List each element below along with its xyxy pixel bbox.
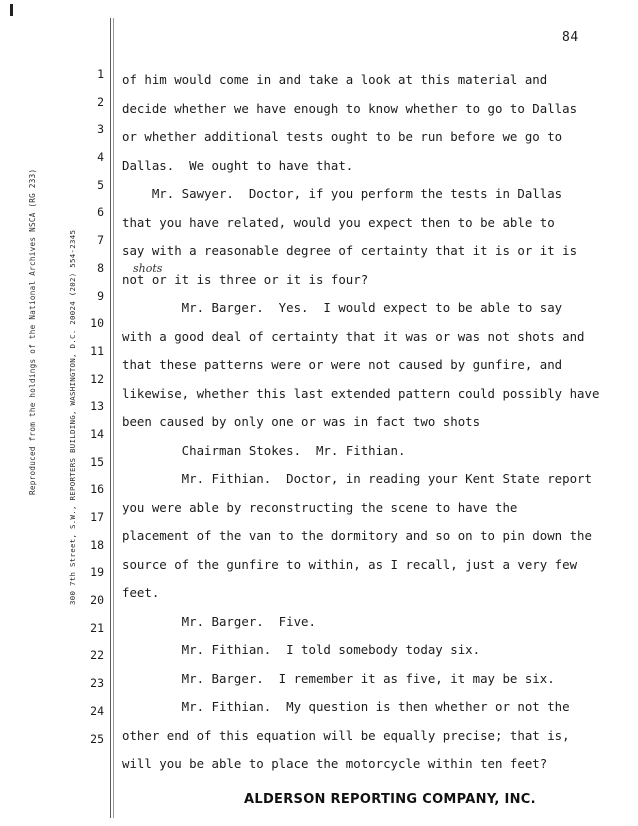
line-number: 25	[90, 731, 104, 746]
line-number: 8	[97, 260, 104, 275]
line-number: 23	[90, 676, 104, 691]
line-number: 2	[97, 94, 104, 109]
transcript-line: Chairman Stokes. Mr. Fithian.	[122, 442, 406, 458]
line-number: 18	[90, 537, 104, 552]
transcript-line: you were able by reconstructing the scene to have the	[122, 499, 518, 515]
transcript-line: feet.	[122, 585, 160, 600]
line-number: 12	[90, 371, 104, 386]
line-number: 24	[90, 703, 104, 718]
line-number: 14	[90, 426, 104, 441]
transcript-line: that you have related, would you expect then to be able to	[122, 214, 555, 230]
line-number: 20	[90, 593, 104, 608]
transcript-line: that these patterns were or were not caused by gunfire, and	[122, 357, 563, 372]
line-number: 1	[97, 67, 104, 81]
transcript-line: other end of this equation will be equally precise; that is,	[122, 727, 570, 743]
transcript-line: Mr. Fithian. I told somebody today six.	[122, 642, 481, 657]
page-number: 84	[562, 30, 579, 45]
line-number: 6	[97, 205, 104, 220]
transcript-line: Mr. Barger. I remember it as five, it may be six.	[122, 670, 555, 686]
transcript-line: likewise, whether this last extended pattern could possibly have	[122, 385, 600, 401]
reporter-address: 300 7th Street, S.W., REPORTERS BUILDING, WASHINGTON, D.C. 20024 (202) 554-2345	[68, 229, 77, 605]
line-number: 16	[90, 482, 104, 497]
line-number: 19	[90, 565, 104, 580]
transcript-line: decide whether we have enough to know whether to go to Dallas	[122, 100, 578, 116]
transcript-line: source of the gunfire to within, as I recall, just a very few	[122, 556, 578, 572]
transcript-line: been caused by only one or was in fact two shots	[122, 414, 481, 429]
handwritten-insert: shots	[133, 262, 163, 275]
transcript-line: Dallas. We ought to have that.	[122, 157, 354, 173]
transcript-line: Mr. Barger. Five.	[122, 613, 316, 629]
line-number: 3	[97, 122, 104, 137]
line-number: 4	[97, 150, 104, 165]
line-number: 13	[90, 399, 104, 414]
transcript-line: not or it is three or it is four?	[122, 271, 369, 287]
transcript-line: Mr. Sawyer. Doctor, if you perform the tests in Dallas	[122, 186, 563, 201]
line-number: 7	[97, 233, 104, 248]
line-number: 5	[97, 177, 104, 192]
archives-note: Reproduced from the holdings of the National Archives NSCA (RG 233)	[28, 168, 37, 495]
line-number: 21	[90, 620, 104, 635]
footer-company: ALDERSON REPORTING COMPANY, INC.	[244, 792, 536, 807]
transcript-line: with a good deal of certainty that it was or was not shots and	[122, 328, 585, 344]
line-number: 11	[90, 343, 104, 358]
line-number: 10	[90, 316, 104, 331]
line-number: 17	[90, 510, 104, 524]
margin-rule	[110, 18, 111, 818]
line-number: 9	[97, 288, 104, 303]
line-number-column	[74, 67, 104, 759]
transcript-line: Mr. Fithian. Doctor, in reading your Kent State report	[122, 471, 592, 486]
transcript-line: Mr. Fithian. My question is then whether or not the	[122, 699, 570, 714]
line-number: 22	[90, 648, 104, 663]
transcript-line: or whether additional tests ought to be run before we go to	[122, 129, 563, 144]
transcript-line: placement of the van to the dormitory and so on to pin down the	[122, 528, 592, 543]
margin-rule-inner	[113, 18, 114, 818]
transcript-line: say with a reasonable degree of certainty that it is or it is	[122, 243, 578, 258]
transcript-line: will you be able to place the motorcycle within ten feet?	[122, 756, 548, 771]
transcript-body	[122, 72, 622, 785]
transcript-line: Mr. Barger. Yes. I would expect to be able to say	[122, 300, 563, 315]
scan-mark	[10, 4, 13, 16]
transcript-line: of him would come in and take a look at this material and	[122, 72, 548, 87]
line-number: 15	[90, 454, 104, 469]
